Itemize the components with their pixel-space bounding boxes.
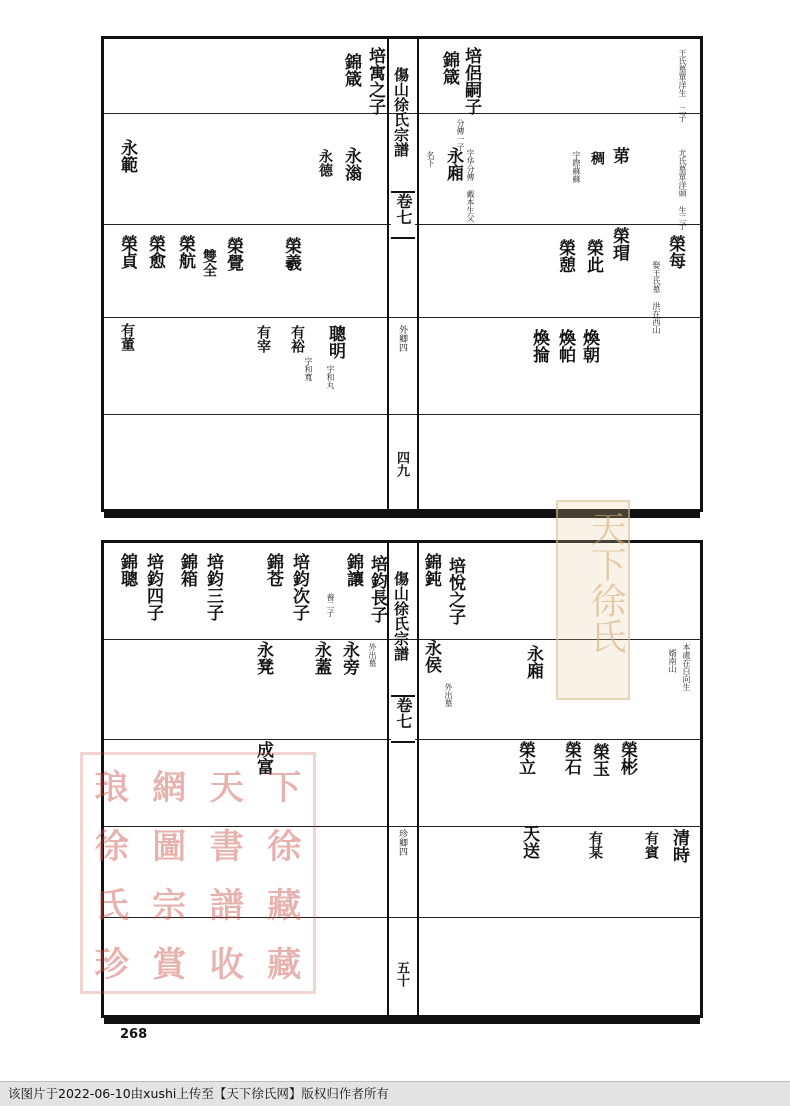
person-name: 錦鈍	[421, 553, 441, 587]
juan-box	[391, 695, 415, 743]
person-name: 永廂	[443, 147, 463, 181]
person-note: 王氏墓單洋生 二子	[678, 49, 687, 122]
seal-char: 珍	[94, 945, 129, 985]
page-number: 268	[120, 1027, 148, 1042]
section-label: 珍卿四	[397, 829, 407, 856]
person-name: 錦聰	[117, 553, 137, 587]
person-name: 錦箱	[177, 553, 197, 587]
entry-heading: 培侶嗣子	[461, 47, 481, 115]
person-name: 雙全	[201, 249, 217, 277]
person-note: 名下	[426, 151, 435, 167]
book-title: 傷山徐氏宗譜	[392, 571, 410, 661]
person-note: 外出墓	[444, 683, 453, 707]
juan-label: 卷七	[394, 697, 413, 729]
seal-char: 圖	[152, 827, 187, 867]
center-column-bottom	[387, 543, 419, 1015]
seal-char: 賞	[152, 945, 187, 985]
section-label: 外卿四	[397, 325, 407, 352]
person-name: 永凳	[253, 641, 273, 675]
person-name: 榮玉	[589, 743, 609, 777]
person-note: 娶王氏墓 洪在西山	[652, 261, 661, 334]
entry-heading: 培寓之子	[365, 47, 385, 115]
entry-heading: 培鈞次子	[289, 553, 309, 621]
person-name: 榮瑁	[609, 227, 629, 261]
seal-char: 網	[152, 768, 187, 808]
person-name: 煥掄	[529, 329, 549, 363]
person-note: 婿南山	[668, 649, 677, 673]
person-name: 榮立	[515, 741, 535, 775]
person-name: 有宰	[255, 325, 271, 353]
person-name: 成富	[253, 741, 273, 775]
person-name: 稠	[589, 151, 605, 165]
genealogy-page-top	[101, 36, 703, 512]
person-name: 煥朝	[579, 329, 599, 363]
person-note: 字際蘇蘇	[572, 151, 581, 183]
upload-footer: 该图片于2022-06-10由xushi上传至【天下徐氏网】版权归作者所有	[0, 1081, 790, 1106]
person-name: 煥帕	[555, 329, 575, 363]
person-note: 分傳一子	[456, 119, 465, 151]
person-note: 外出墓	[368, 643, 377, 667]
juan-label: 卷七	[394, 193, 413, 225]
person-name: 榮此	[583, 239, 603, 273]
person-name: 錦苍	[263, 553, 283, 587]
person-note: 尤氏墓單洋頭 生二子	[678, 149, 687, 230]
person-name: 永範	[117, 139, 137, 173]
person-note: 本處在白向生	[682, 643, 691, 691]
person-name: 榮石	[561, 741, 581, 775]
seal-char: 徐	[94, 827, 129, 867]
seal-char: 徐	[267, 827, 302, 867]
person-name: 永滃	[341, 147, 361, 181]
center-column-top	[387, 39, 419, 509]
person-name: 榮羲	[281, 237, 301, 271]
seal-char: 氏	[94, 886, 129, 926]
person-name: 榮彬	[617, 741, 637, 775]
person-name: 榮貞	[117, 235, 137, 269]
seal-char: 書	[209, 827, 244, 867]
seal-char: 天	[209, 768, 244, 808]
seal-char: 收	[209, 945, 244, 985]
person-name: 榮憩	[555, 239, 575, 273]
person-name: 錦讓	[343, 553, 363, 587]
watermark-text: 天下徐氏	[585, 510, 626, 654]
person-name: 榮覺	[223, 237, 243, 271]
person-name: 榮航	[175, 235, 195, 269]
person-name: 錦箴	[341, 53, 361, 87]
seal-char: 譜	[209, 886, 244, 926]
entry-heading: 培悅之子	[445, 557, 465, 625]
person-name: 苐	[609, 147, 629, 164]
page-bottom-edge	[104, 1018, 700, 1024]
person-name: 有董	[119, 323, 135, 351]
person-name: 永廂	[523, 645, 543, 679]
seal-char: 藏	[267, 886, 302, 926]
person-note: 字和寬	[304, 357, 313, 381]
entry-heading: 培鈞長子	[367, 555, 387, 623]
leaf-number: 四九	[394, 451, 409, 477]
person-note: 字和丸	[326, 365, 335, 389]
person-name: 永德	[317, 149, 333, 177]
person-name: 有裕	[289, 325, 305, 353]
person-name: 永侯	[421, 639, 441, 673]
person-name: 聰明	[325, 325, 345, 359]
entry-heading: 培鈞四子	[143, 553, 163, 621]
entry-heading: 培鈞三子	[203, 553, 223, 621]
person-name: 天送	[519, 825, 539, 859]
person-name: 永旁	[339, 641, 359, 675]
person-name: 有賓	[643, 831, 659, 859]
person-name: 永蓋	[311, 641, 331, 675]
person-name: 榮每	[665, 235, 685, 269]
seal-char: 藏	[267, 945, 302, 985]
leaf-number: 五十	[394, 961, 409, 987]
person-name: 榮愈	[145, 235, 165, 269]
seal-char: 琅	[94, 768, 129, 808]
collector-seal	[80, 752, 316, 994]
juan-box	[391, 191, 415, 239]
person-note: 養二子	[326, 593, 335, 617]
book-title: 傷山徐氏宗譜	[392, 67, 410, 157]
person-name: 錦箴	[439, 51, 459, 85]
person-note: 字华分傳 戴本生父	[466, 149, 475, 222]
seal-char: 宗	[152, 886, 187, 926]
person-name: 有某	[587, 831, 603, 859]
seal-char: 下	[267, 768, 302, 808]
person-name: 清時	[669, 829, 689, 863]
